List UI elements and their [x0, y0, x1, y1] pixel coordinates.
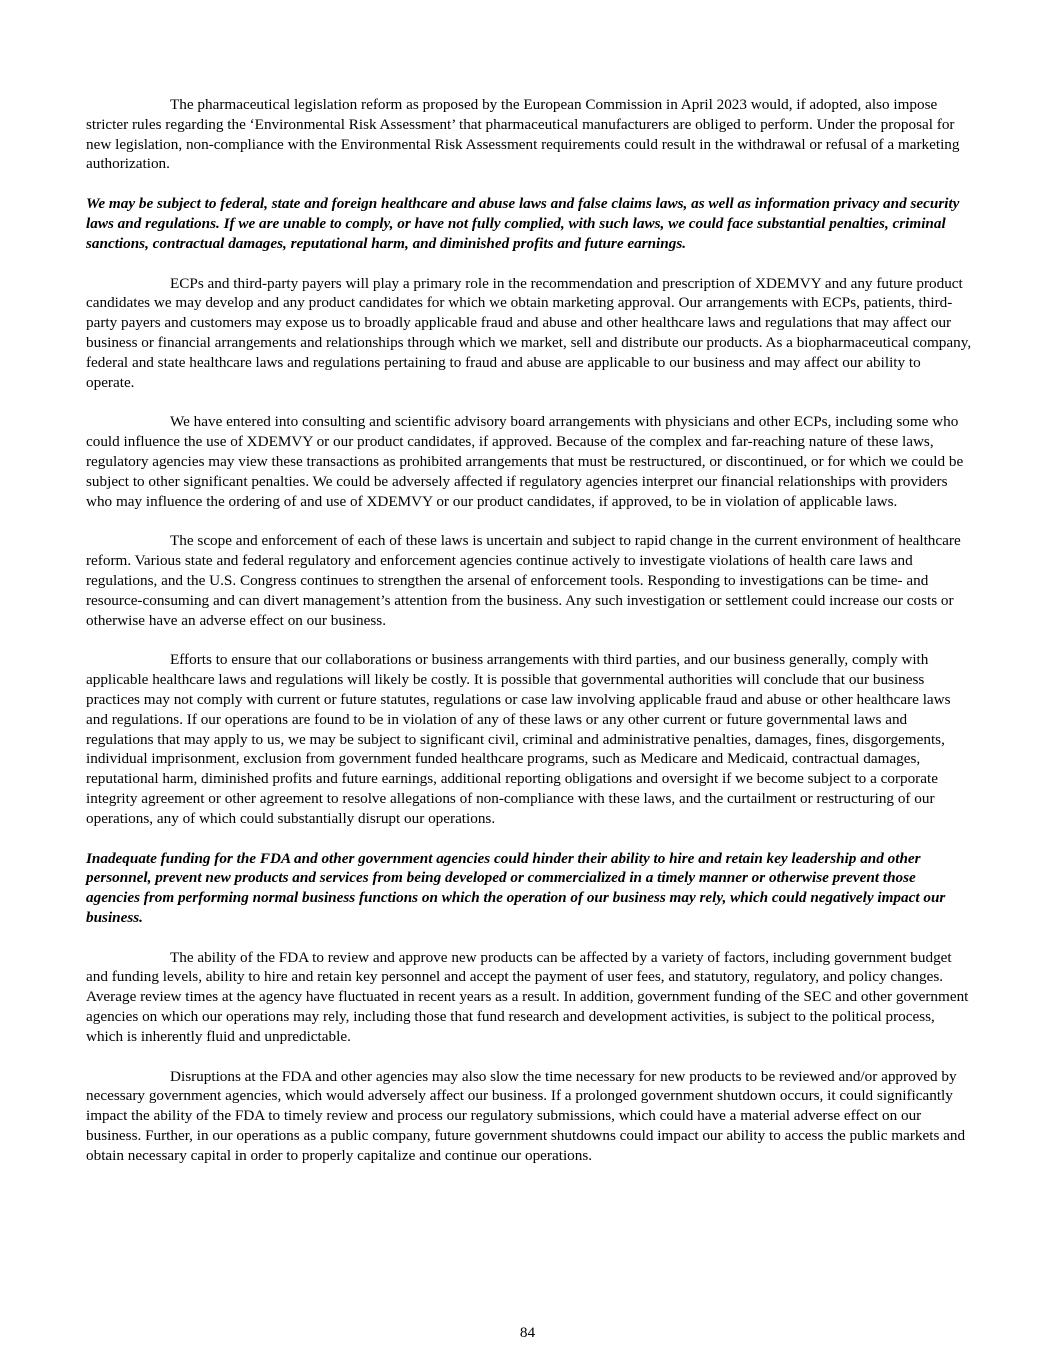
page-number: 84	[519, 1324, 536, 1341]
paragraph-fda-review: The ability of the FDA to review and approve new products can be affected by a variety of factors, including government budget and funding levels, ability to hire and retain key personnel and accept the payment of user fees, and statutory, regulatory, and policy changes. Average review times at the agency have fluctuated in recent years as a result. In addition, government funding of the SEC and other government agencies on which our operations may rely, including those that fund research and development activities, is subject to the political process, which is inherently fluid and unpredictable.	[86, 948, 969, 1045]
paragraph-compliance-efforts: Efforts to ensure that our collaborations or business arrangements with third parties, and our business generally, comply with applicable healthcare laws and regulations will likely be costly. It is possible that governmental authorities will conclude that our business practices may not comply with current or future statutes, regulations or case law involving applicable fraud and abuse or other healthcare laws and regulations. If our operations are found to be in violation of any of these laws or any other current or future governmental laws and regulations that may apply to us, we may be subject to significant civil, criminal and administrative penalties, damages, fines, disgorgements, individual imprisonment, exclusion from government funded healthcare programs, such as Medicare and Medicaid, contractual damages, reputational harm, diminished profits and future earnings, additional reporting obligations and oversight if we become subject to a corporate integrity agreement or other agreement to resolve allegations of non-compliance with these laws, and the curtailment or restructuring of our operations, any of which could substantially disrupt our operations.	[86, 651, 951, 827]
paragraph-ecps-payers: ECPs and third-party payers will play a primary role in the recommendation and prescription of XDEMVY and any future product candidates we may develop and any product candidates for which we obtain marketing approval. Our arrangements with ECPs, patients, third-party payers and customers may expose us to broadly applicable fraud and abuse and other healthcare laws and regulations that may affect our business or financial arrangements and relationships through which we market, sell and distribute our products. As a biopharmaceutical company, federal and state healthcare laws and regulations pertaining to fraud and abuse are applicable to our business and may affect our ability to operate.	[86, 274, 972, 391]
paragraph-environmental-risk: The pharmaceutical legislation reform as proposed by the European Commission in April 2023 would, if adopted, also impose stricter rules regarding the ‘Environmental Risk Assessment’ that pharmaceutical manufacturers are obliged to perform. Under the proposal for new legislation, non-compliance with the Environmental Risk Assessment requirements could result in the withdrawal or refusal of a marketing authorization.	[86, 96, 960, 173]
risk-heading-healthcare-laws: We may be subject to federal, state and foreign healthcare and abuse laws and false claims laws, as well as information privacy and security laws and regulations. If we are unable to comply, or have not fully complied, with such laws, we could face substantial penalties, criminal sanctions, contractual damages, reputational harm, and diminished profits and future earnings.	[86, 195, 960, 252]
paragraph-fda-disruptions: Disruptions at the FDA and other agencies may also slow the time necessary for new products to be reviewed and/or approved by necessary government agencies, which would adversely affect our business. If a prolonged government shutdown occurs, it could significantly impact the ability of the FDA to timely review and process our regulatory submissions, which could have a material adverse effect on our business. Further, in our operations as a public company, future government shutdowns could impact our ability to access the public markets and obtain necessary capital in order to properly capitalize and continue our operations.	[86, 1067, 966, 1164]
paragraph-scope-enforcement: The scope and enforcement of each of these laws is uncertain and subject to rapid change in the current environment of healthcare reform. Various state and federal regulatory and enforcement agencies continue actively to investigate violations of health care laws and regulations, and the U.S. Congress continues to strengthen the arsenal of enforcement tools. Responding to investigations can be time- and resource-consuming and can divert management’s attention from the business. Any such investigation or settlement could increase our costs or otherwise have an adverse effect on our business.	[86, 532, 961, 629]
risk-heading-fda-funding: Inadequate funding for the FDA and other government agencies could hinder their ability to hire and retain key leadership and other personnel, prevent new products and services from being developed or commercialized in a timely manner or otherwise prevent those agencies from performing normal business functions on which the operation of our business may rely, which could negatively impact our business.	[86, 849, 946, 926]
document-body	[86, 95, 972, 1186]
paragraph-advisory-arrangements: We have entered into consulting and scientific advisory board arrangements with physicians and other ECPs, including some who could influence the use of XDEMVY or our product candidates, if approved. Because of the complex and far-reaching nature of these laws, regulatory agencies may view these transactions as prohibited arrangements that must be restructured, or discontinued, or for which we could be subject to other significant penalties. We could be adversely affected if regulatory agencies interpret our financial relationships with providers who may influence the ordering of and use of XDEMVY or our product candidates, if approved, to be in violation of applicable laws.	[86, 413, 964, 510]
